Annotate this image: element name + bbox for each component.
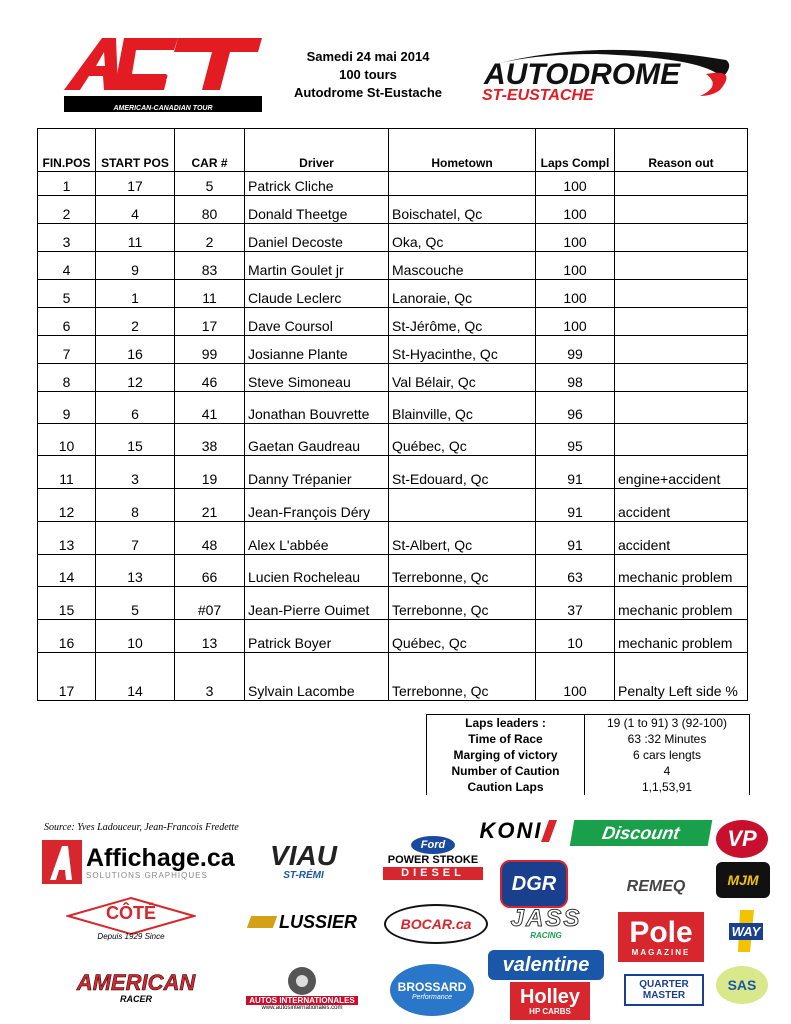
- cell-reason-out: [615, 392, 748, 424]
- discount-name: Discount: [600, 822, 682, 843]
- cell-fin-pos: 2: [38, 196, 96, 224]
- cell-fin-pos: 10: [38, 424, 96, 456]
- vp-name: VP: [727, 826, 757, 851]
- cell-start-pos: 10: [96, 620, 175, 653]
- cell-fin-pos: 13: [38, 522, 96, 555]
- dgr-name: DGR: [511, 872, 557, 895]
- cell-driver: Patrick Boyer: [245, 620, 389, 653]
- pole-name: Pole: [629, 915, 693, 949]
- summary-value: 6 cars lengts: [585, 747, 750, 763]
- cell-driver: Steve Simoneau: [245, 364, 389, 392]
- cote-tagline: Depuis 1929 Since: [97, 932, 165, 941]
- table-row: [38, 364, 748, 392]
- cell-car-number: 48: [175, 522, 245, 555]
- col-fin-pos: FIN.POS: [38, 129, 96, 172]
- cell-reason-out: mechanic problem: [615, 620, 748, 653]
- cell-fin-pos: 9: [38, 392, 96, 424]
- cote-name: CÔTÉ: [105, 903, 156, 923]
- cell-reason-out: mechanic problem: [615, 555, 748, 587]
- cell-laps-completed: 100: [536, 308, 615, 336]
- cell-car-number: 17: [175, 308, 245, 336]
- american-name: AMERICAN: [76, 970, 196, 995]
- cell-hometown: St-Hyacinthe, Qc: [389, 336, 536, 364]
- cell-start-pos: 3: [96, 456, 175, 489]
- table-row: [38, 252, 748, 280]
- mjm-name: MJM: [727, 872, 759, 888]
- cell-driver: Daniel Decoste: [245, 224, 389, 252]
- summary-value: 19 (1 to 91) 3 (92-100): [585, 715, 750, 732]
- affichage-name: Affichage.ca: [86, 843, 235, 872]
- cell-hometown: Blainville, Qc: [389, 392, 536, 424]
- sponsor-lussier-logo: [236, 906, 370, 938]
- cell-car-number: 11: [175, 280, 245, 308]
- event-date: Samedi 24 mai 2014: [306, 49, 430, 64]
- cell-fin-pos: 1: [38, 172, 96, 196]
- brossard-name: BROSSARD: [397, 979, 467, 994]
- holley-name: Holley: [519, 985, 581, 1008]
- sponsor-cote-logo: [66, 896, 196, 952]
- sponsor-affichage-logo: [42, 838, 237, 886]
- summary-label: Number of Caution: [427, 763, 585, 779]
- col-start-pos: START POS: [96, 129, 175, 172]
- chevrolet-bowtie-icon: [247, 916, 277, 928]
- cell-fin-pos: 15: [38, 587, 96, 620]
- cell-reason-out: [615, 196, 748, 224]
- cell-laps-completed: 95: [536, 424, 615, 456]
- cell-reason-out: [615, 280, 748, 308]
- table-row: [38, 456, 748, 489]
- cell-laps-completed: 100: [536, 252, 615, 280]
- cell-hometown: Lanoraie, Qc: [389, 280, 536, 308]
- cell-laps-completed: 91: [536, 489, 615, 522]
- cell-fin-pos: 16: [38, 620, 96, 653]
- koni-name: KONI: [479, 818, 543, 843]
- cell-car-number: 13: [175, 620, 245, 653]
- cell-laps-completed: 96: [536, 392, 615, 424]
- cell-start-pos: 12: [96, 364, 175, 392]
- cell-hometown: Boischatel, Qc: [389, 196, 536, 224]
- cell-laps-completed: 100: [536, 224, 615, 252]
- cell-hometown: [389, 172, 536, 196]
- pole-tagline: MAGAZINE: [631, 947, 691, 957]
- results-header-row: [38, 129, 748, 172]
- cell-start-pos: 17: [96, 172, 175, 196]
- cell-reason-out: [615, 308, 748, 336]
- cell-laps-completed: 100: [536, 196, 615, 224]
- cell-fin-pos: 14: [38, 555, 96, 587]
- cell-car-number: 41: [175, 392, 245, 424]
- koni-slash-icon: [540, 820, 556, 842]
- cell-driver: Danny Trépanier: [245, 456, 389, 489]
- holley-tagline: HP CARBS: [529, 1006, 571, 1016]
- cell-car-number: 46: [175, 364, 245, 392]
- cell-driver: Donald Theetge: [245, 196, 389, 224]
- cell-driver: Gaetan Gaudreau: [245, 424, 389, 456]
- cell-car-number: 2: [175, 224, 245, 252]
- cell-start-pos: 2: [96, 308, 175, 336]
- cell-laps-completed: 91: [536, 456, 615, 489]
- cell-reason-out: [615, 424, 748, 456]
- summary-row: [427, 731, 750, 747]
- cell-fin-pos: 3: [38, 224, 96, 252]
- sponsor-american-racer-logo: [66, 968, 206, 1008]
- brossard-tagline: Performance: [411, 993, 453, 1001]
- diesel-label: DIESEL: [383, 867, 483, 880]
- cell-fin-pos: 17: [38, 653, 96, 701]
- cell-car-number: 83: [175, 252, 245, 280]
- cell-car-number: #07: [175, 587, 245, 620]
- viau-name: VIAU: [270, 839, 337, 871]
- sponsor-jass-logo: [496, 904, 596, 942]
- sas-name: SAS: [727, 977, 757, 993]
- cell-driver: Patrick Cliche: [245, 172, 389, 196]
- cell-fin-pos: 12: [38, 489, 96, 522]
- checkered-wheel-icon: [282, 966, 322, 996]
- cell-start-pos: 7: [96, 522, 175, 555]
- sponsor-way-logo: [718, 906, 774, 956]
- jass-name: JASS: [510, 904, 582, 932]
- cell-start-pos: 9: [96, 252, 175, 280]
- cell-start-pos: 13: [96, 555, 175, 587]
- remeq-name: REMEQ: [626, 878, 686, 895]
- cell-start-pos: 8: [96, 489, 175, 522]
- cell-hometown: [389, 489, 536, 522]
- race-summary: [426, 714, 750, 795]
- act-logo: [60, 32, 265, 117]
- table-row: [38, 653, 748, 701]
- way-name: WAY: [729, 923, 764, 940]
- table-row: [38, 522, 748, 555]
- col-reason-out: Reason out: [615, 129, 748, 172]
- cell-laps-completed: 100: [536, 172, 615, 196]
- table-row: [38, 424, 748, 456]
- summary-label: Time of Race: [427, 731, 585, 747]
- cell-car-number: 19: [175, 456, 245, 489]
- cell-reason-out: Penalty Left side %: [615, 653, 748, 701]
- cell-hometown: Terrebonne, Qc: [389, 555, 536, 587]
- event-laps: 100 tours: [339, 67, 397, 82]
- cell-laps-completed: 63: [536, 555, 615, 587]
- table-row: [38, 587, 748, 620]
- cell-start-pos: 6: [96, 392, 175, 424]
- cell-car-number: 21: [175, 489, 245, 522]
- cell-car-number: 99: [175, 336, 245, 364]
- cell-laps-completed: 98: [536, 364, 615, 392]
- table-row: [38, 224, 748, 252]
- lussier-name: LUSSIER: [278, 911, 357, 932]
- results-table: [37, 128, 748, 701]
- event-info: [268, 48, 468, 102]
- cell-hometown: Québec, Qc: [389, 620, 536, 653]
- cell-fin-pos: 5: [38, 280, 96, 308]
- summary-value: 63 :32 Minutes: [585, 731, 750, 747]
- cell-start-pos: 11: [96, 224, 175, 252]
- cell-car-number: 5: [175, 172, 245, 196]
- cell-fin-pos: 4: [38, 252, 96, 280]
- cell-hometown: Terrebonne, Qc: [389, 587, 536, 620]
- event-venue: Autodrome St-Eustache: [293, 85, 443, 100]
- cell-laps-completed: 100: [536, 280, 615, 308]
- cell-driver: Alex L'abbée: [245, 522, 389, 555]
- col-driver: Driver: [245, 129, 389, 172]
- autos-url: www.autosinternationales.com: [261, 1004, 343, 1011]
- sponsor-bocar-logo: [384, 904, 488, 944]
- cell-driver: Martin Goulet jr: [245, 252, 389, 280]
- cell-reason-out: engine+accident: [615, 456, 748, 489]
- sponsor-holley-logo: [510, 982, 590, 1020]
- sponsor-pole-logo: [618, 912, 704, 962]
- cell-reason-out: accident: [615, 489, 748, 522]
- col-car-number: CAR #: [175, 129, 245, 172]
- autodrome-logo-subtext: ST-EUSTACHE: [482, 87, 594, 104]
- summary-label: Caution Laps: [427, 779, 585, 795]
- summary-row: [427, 715, 750, 732]
- quarter-master-name: QUARTER MASTER: [639, 979, 689, 1001]
- cell-hometown: Québec, Qc: [389, 424, 536, 456]
- cell-fin-pos: 11: [38, 456, 96, 489]
- cell-hometown: Val Bélair, Qc: [389, 364, 536, 392]
- cell-hometown: Terrebonne, Qc: [389, 653, 536, 701]
- sponsor-discount-logo: [570, 820, 713, 846]
- sponsor-brossard-logo: [390, 964, 474, 1016]
- sponsor-remeq-logo: [616, 864, 696, 910]
- table-row: [38, 196, 748, 224]
- cell-car-number: 80: [175, 196, 245, 224]
- summary-value: 4: [585, 763, 750, 779]
- cell-laps-completed: 91: [536, 522, 615, 555]
- cell-reason-out: accident: [615, 522, 748, 555]
- cell-driver: Josianne Plante: [245, 336, 389, 364]
- cell-laps-completed: 99: [536, 336, 615, 364]
- cell-reason-out: [615, 172, 748, 196]
- sponsor-valentine-logo: [488, 950, 604, 980]
- table-row: [38, 308, 748, 336]
- cell-start-pos: 5: [96, 587, 175, 620]
- sponsor-koni-logo: [466, 818, 566, 844]
- table-row: [38, 620, 748, 653]
- cell-driver: Lucien Rocheleau: [245, 555, 389, 587]
- cell-fin-pos: 6: [38, 308, 96, 336]
- table-row: [38, 489, 748, 522]
- table-row: [38, 555, 748, 587]
- cell-reason-out: [615, 364, 748, 392]
- sponsor-mjm-logo: [716, 862, 770, 898]
- cell-reason-out: [615, 336, 748, 364]
- sponsor-vp-logo: [716, 820, 768, 858]
- table-row: [38, 392, 748, 424]
- cell-driver: Jean-Pierre Ouimet: [245, 587, 389, 620]
- ford-badge: Ford: [411, 836, 455, 854]
- cell-car-number: 66: [175, 555, 245, 587]
- summary-row: [427, 779, 750, 795]
- cell-driver: Dave Coursol: [245, 308, 389, 336]
- sponsor-autos-internationales-logo: [244, 960, 360, 1016]
- affichage-tagline: SOLUTIONS GRAPHIQUES: [86, 870, 208, 880]
- cell-start-pos: 1: [96, 280, 175, 308]
- sponsor-sas-logo: [716, 966, 768, 1004]
- cell-hometown: St-Albert, Qc: [389, 522, 536, 555]
- cell-laps-completed: 10: [536, 620, 615, 653]
- act-tagline: AMERICAN-CANADIAN TOUR: [113, 105, 213, 112]
- table-row: [38, 336, 748, 364]
- powerstroke-name: POWER STROKE: [387, 854, 479, 866]
- sponsor-quarter-master-logo: [624, 974, 704, 1006]
- cell-fin-pos: 8: [38, 364, 96, 392]
- sponsor-viau-logo: [236, 838, 371, 884]
- summary-label: Marging of victory: [427, 747, 585, 763]
- sponsor-dgr-logo: [500, 860, 568, 908]
- cell-reason-out: [615, 224, 748, 252]
- cell-hometown: St-Jérôme, Qc: [389, 308, 536, 336]
- cell-driver: Jonathan Bouvrette: [245, 392, 389, 424]
- summary-label: Laps leaders :: [427, 715, 585, 732]
- autodrome-logo: [476, 44, 738, 104]
- cell-start-pos: 16: [96, 336, 175, 364]
- col-laps-completed: Laps Compl: [536, 129, 615, 172]
- cell-fin-pos: 7: [38, 336, 96, 364]
- cell-start-pos: 4: [96, 196, 175, 224]
- source-credit: Source: Yves Ladouceur, Jean-Francois Fredette: [44, 822, 239, 833]
- summary-row: [427, 747, 750, 763]
- jass-tagline: RACING: [530, 930, 562, 940]
- summary-row: [427, 763, 750, 779]
- affichage-a-icon: [42, 840, 82, 884]
- cell-reason-out: mechanic problem: [615, 587, 748, 620]
- racer-name: RACER: [119, 994, 152, 1004]
- cell-driver: Jean-François Déry: [245, 489, 389, 522]
- cell-car-number: 3: [175, 653, 245, 701]
- cell-hometown: Oka, Qc: [389, 224, 536, 252]
- autodrome-logo-text: AUTODROME: [484, 58, 681, 91]
- cell-start-pos: 15: [96, 424, 175, 456]
- col-hometown: Hometown: [389, 129, 536, 172]
- cell-start-pos: 14: [96, 653, 175, 701]
- autos-name: AUTOS INTERNATIONALES: [246, 996, 358, 1005]
- table-row: [38, 280, 748, 308]
- viau-tagline: ST-RÉMI: [283, 869, 324, 881]
- cell-car-number: 38: [175, 424, 245, 456]
- summary-value: 1,1,53,91: [585, 779, 750, 795]
- cell-driver: Claude Leclerc: [245, 280, 389, 308]
- cell-laps-completed: 100: [536, 653, 615, 701]
- cell-driver: Sylvain Lacombe: [245, 653, 389, 701]
- bocar-name: BOCAR.ca: [400, 916, 472, 932]
- cell-hometown: Mascouche: [389, 252, 536, 280]
- valentine-name: valentine: [502, 953, 590, 976]
- cell-reason-out: [615, 252, 748, 280]
- table-row: [38, 172, 748, 196]
- cell-hometown: St-Edouard, Qc: [389, 456, 536, 489]
- cell-laps-completed: 37: [536, 587, 615, 620]
